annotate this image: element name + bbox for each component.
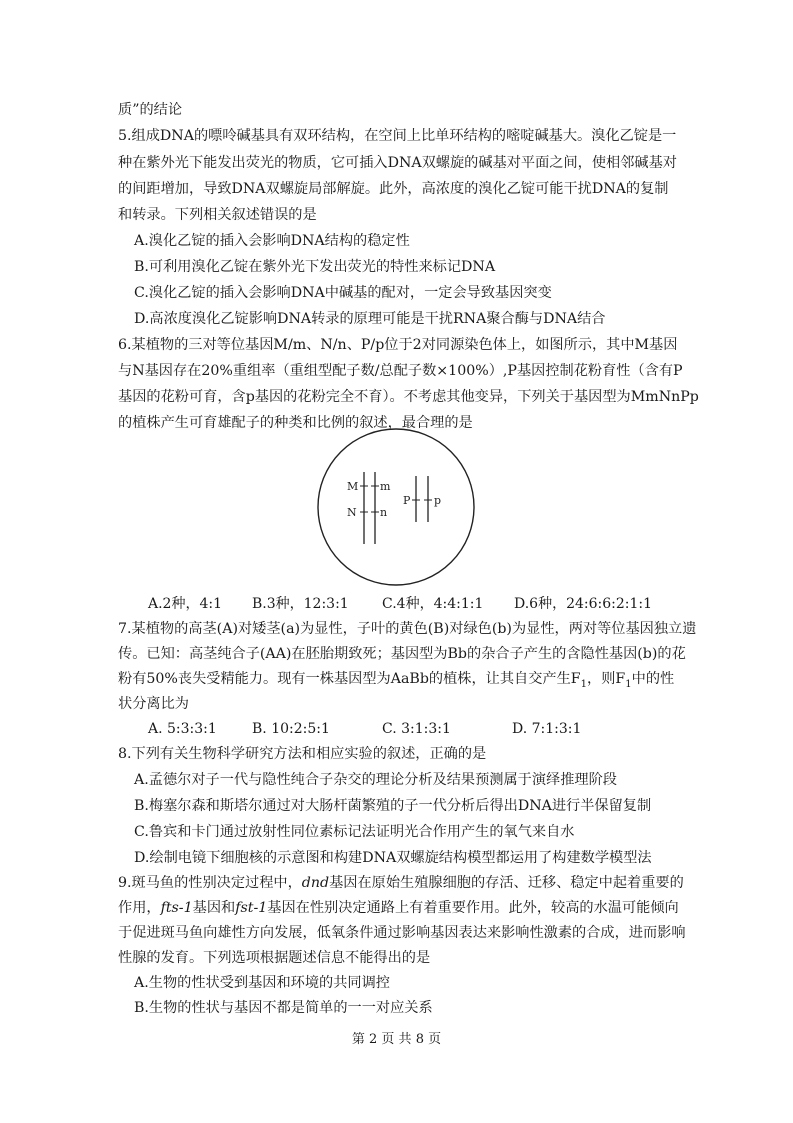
q8-stem: 8.下列有关生物科学研究方法和相应实验的叙述，正确的是 xyxy=(118,746,487,762)
q6-option-b: B.3种，12:3:1 xyxy=(252,596,349,612)
q9-stem: 9.斑马鱼的性别决定过程中，dnd基因在原始生殖腺细胞的存活、迁移、稳定中起着重要的 xyxy=(118,875,684,891)
q9-option-b: B.生物的性状与基因不都是简单的一一对应关系 xyxy=(134,1000,433,1016)
q5-option-c: C.溴化乙锭的插入会影响DNA中碱基的配对，一定会导致基因突变 xyxy=(134,285,552,301)
q8-option-d: D.绘制电镜下细胞核的示意图和构建DNA双螺旋结构模型都运用了构建数学模型法 xyxy=(134,850,652,866)
gene-dnd: dnd xyxy=(301,875,330,891)
q8-option-b: B.梅塞尔森和斯塔尔通过对大肠杆菌繁殖的子一代分析后得出DNA进行半保留复制 xyxy=(134,798,652,814)
q9-stem: 性腺的发育。下列选项根据题述信息不能得出的是 xyxy=(118,950,431,966)
allele-label-p: p xyxy=(434,494,442,507)
q5-stem: 和转录。下列相关叙述错误的是 xyxy=(118,207,317,223)
q5-stem: 5.组成DNA的嘌呤碱基具有双环结构，在空间上比单环结构的嘧啶碱基大。溴化乙锭是一 xyxy=(118,128,677,144)
allele-label-m: m xyxy=(380,480,391,493)
allele-label-M: M xyxy=(347,480,359,493)
q6-option-a: A.2种，4:1 xyxy=(148,596,222,612)
q5-stem: 的间距增加，导致DNA双螺旋局部解旋。此外，高浓度的溴化乙锭可能干扰DNA的复制 xyxy=(118,181,669,197)
q6-stem: 基因的花粉可育，含p基因的花粉完全不育）。不考虑其他变异，下列关于基因型为MmNnPp xyxy=(118,389,699,405)
allele-label-N: N xyxy=(347,506,357,519)
gene-fst1: fst-1 xyxy=(235,900,268,916)
allele-label-n: n xyxy=(380,506,388,519)
q6-stem: 6.某植物的三对等位基因M/m、N/n、P/p位于2对同源染色体上，如图所示，其中M基因 xyxy=(118,337,678,353)
q6-stem: 的植株产生可育雄配子的种类和比例的叙述，最合理的是 xyxy=(118,415,473,431)
q5-stem: 种在紫外光下能发出荧光的物质，它可插入DNA双螺旋的碱基对平面之间，使相邻碱基对 xyxy=(118,155,677,171)
q5-option-a: A.溴化乙锭的插入会影响DNA结构的稳定性 xyxy=(134,233,410,249)
text-line: 质”的结论 xyxy=(118,102,183,118)
q6-option-d: D.6种，24:6:6:2:1:1 xyxy=(514,596,653,612)
q9-stem: 作用，fts-1基因和fst-1基因在性别决定通路上有着重要作用。此外，较高的水温可能倾向 xyxy=(118,900,679,916)
q6-option-c: C.4种，4:4:1:1 xyxy=(382,596,484,612)
q8-option-c: C.鲁宾和卡门通过放射性同位素标记法证明光合作用产生的氧气来自水 xyxy=(134,824,575,840)
q5-option-b: B.可利用溴化乙锭在紫外光下发出荧光的特性来标记DNA xyxy=(134,259,496,275)
page-footer: 第 2 页 共 8 页 xyxy=(351,1032,442,1047)
q5-option-d: D.高浓度溴化乙锭影响DNA转录的原理可能是干扰RNA聚合酶与DNA结合 xyxy=(134,311,606,327)
q7-stem: 7.某植物的高茎(A)对矮茎(a)为显性，子叶的黄色(B)对绿色(b)为显性，两对等位基因独立遗 xyxy=(118,621,697,637)
allele-label-P: P xyxy=(403,494,411,507)
q7-option-a: A. 5:3:3:1 xyxy=(148,721,217,737)
q6-stem: 与N基因存在20%重组率（重组型配子数/总配子数×100%）,P基因控制花粉育性（含有P xyxy=(118,363,683,379)
cell-circle xyxy=(318,429,474,585)
q7-option-c: C. 3:1:3:1 xyxy=(382,721,451,737)
q7-option-d: D. 7:1:3:1 xyxy=(512,721,582,737)
q9-option-a: A.生物的性状受到基因和环境的共同调控 xyxy=(134,975,390,991)
q7-option-b: B. 10:2:5:1 xyxy=(252,721,330,737)
q8-option-a: A.孟德尔对子一代与隐性纯合子杂交的理论分析及结果预测属于演绎推理阶段 xyxy=(134,772,617,788)
q7-stem: 状分离比为 xyxy=(118,696,189,712)
q9-stem: 于促进斑马鱼向雄性方向发展，低氧条件通过影响基因表达来影响性激素的合成，进而影响 xyxy=(118,925,686,941)
q7-stem: 传。已知：高茎纯合子(AA)在胚胎期致死；基因型为Bb的杂合子产生的含隐性基因(b)的花 xyxy=(118,646,686,662)
gene-fts1: fts-1 xyxy=(160,900,193,916)
q7-stem: 粉有50%丧失受精能力。现有一株基因型为AaBb的植株，让其自交产生$F_1$，则$F_1$中的性 xyxy=(118,671,675,690)
